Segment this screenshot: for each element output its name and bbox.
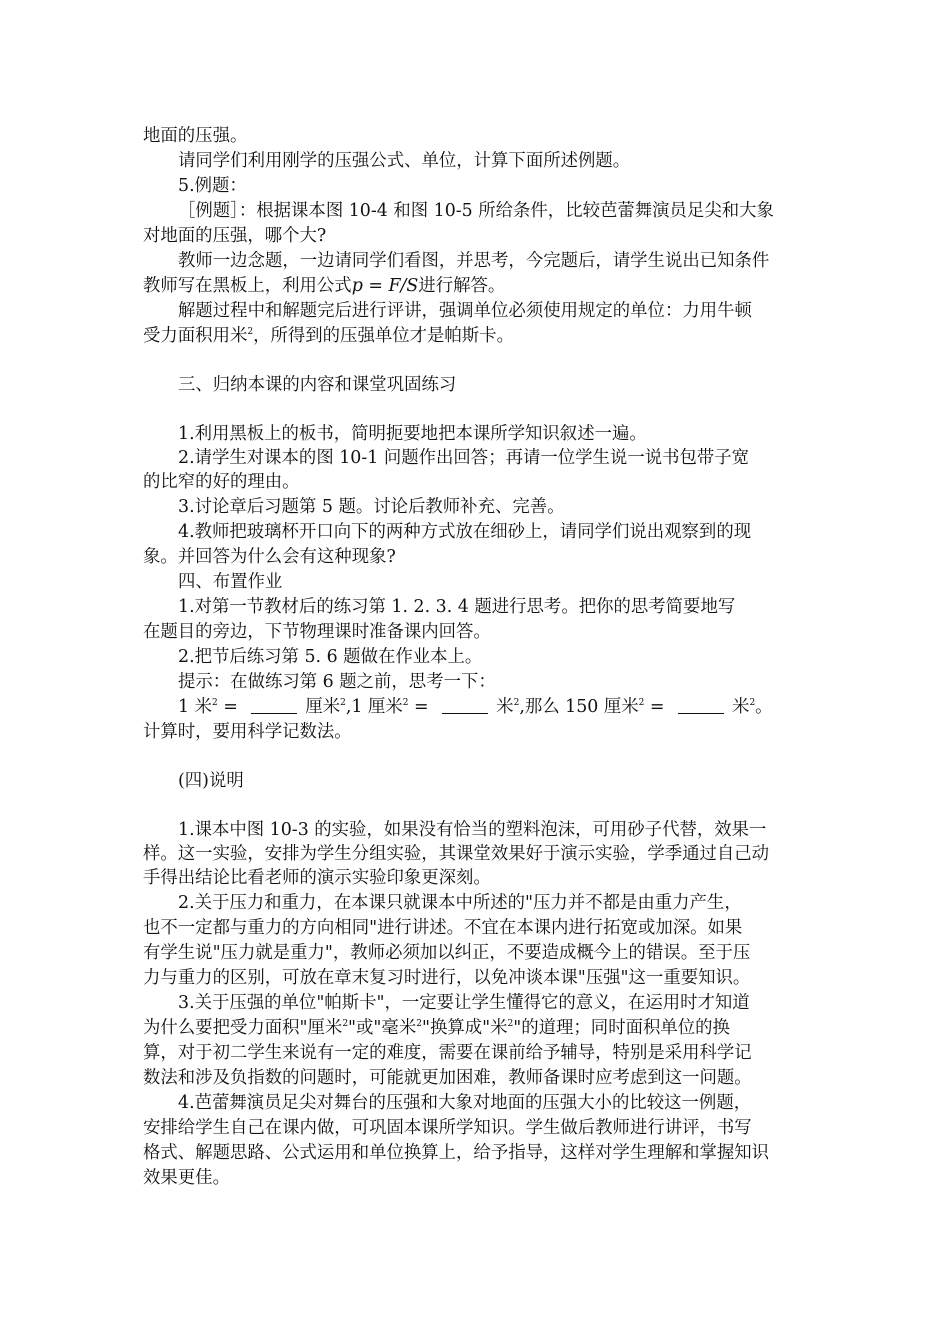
- text-line: 手得出结论比看老师的演示实验印象更深刻。: [143, 868, 491, 888]
- text-line: 也不一定都与重力的方向相同"进行讲述。不宜在本课内进行拓宽或加深。如果: [143, 918, 743, 938]
- section-heading: (四)说明: [178, 771, 244, 791]
- text-line: 解题过程中和解题完后进行评讲，强调单位必须使用规定的单位：力用牛顿: [178, 301, 752, 321]
- text-line: 提示：在做练习第 6 题之前，思考一下：: [178, 672, 496, 692]
- text-line: 样。这一实验，安排为学生分组实验，其课堂效果好于演示实验，学季通过自己动: [143, 844, 770, 864]
- answer-blank: [251, 699, 297, 714]
- text-line: 1.课本中图 10-3 的实验，如果没有恰当的塑料泡沫，可用砂子代替，效果一: [178, 820, 767, 840]
- text-line: 教师写在黑板上，利用公式p = F/S进行解答。: [143, 276, 506, 296]
- text-line: 2.把节后练习第 5. 6 题做在作业本上。: [178, 647, 483, 667]
- text-line: 力与重力的区别，可放在章末复习时进行，以免冲谈本课"压强"这一重要知识。: [143, 968, 751, 988]
- text-line: 受力面积用米$^2$，所得到的压强单位才是帕斯卡。: [143, 326, 514, 346]
- text-line: 安排给学生自己在课内做，可巩固本课所学知识。学生做后教师进行讲评，书写: [143, 1118, 752, 1138]
- text-line: 为什么要把受力面积"厘米$^2$"或"毫米$^2$"换算成"米$^2$"的道理；同时面积单位的换: [143, 1018, 730, 1038]
- text-line: 请同学们利用刚学的压强公式、单位，计算下面所述例题。: [178, 151, 631, 171]
- text-line: 在题目的旁边，下节物理课时准备课内回答。: [143, 622, 491, 642]
- text-line: 地面的压强。: [143, 126, 248, 146]
- text-line: 数法和涉及负指数的问题时，可能就更加困难，教师备课时应考虑到这一问题。: [143, 1068, 752, 1088]
- section-heading: 三、归纳本课的内容和课堂巩固练习: [178, 375, 457, 395]
- text-line: 4.教师把玻璃杯开口向下的两种方式放在细砂上，请同学们说出观察到的现: [178, 522, 752, 542]
- text-line: 1.利用黑板上的板书，简明扼要地把本课所学知识叙述一遍。: [178, 424, 647, 444]
- text-line: 象。并回答为什么会有这种现象?: [143, 547, 396, 567]
- section-heading: 四、布置作业: [178, 572, 283, 592]
- text-line: 教师一边念题，一边请同学们看图，并思考，今完题后，请学生说出已知条件: [178, 251, 770, 271]
- text-line: 效果更佳。: [143, 1168, 230, 1188]
- text-line: 4.芭蕾舞演员足尖对舞台的压强和大象对地面的压强大小的比较这一例题，: [178, 1093, 752, 1113]
- formula-fs: F/S: [388, 276, 419, 296]
- text-line: ［例题］：根据课本图 10-4 和图 10-5 所给条件，比较芭蕾舞演员足尖和大象: [178, 201, 774, 221]
- answer-blank: [678, 699, 724, 714]
- text-line: 算，对于初二学生来说有一定的难度，需要在课前给予辅导，特别是采用科学记: [143, 1043, 752, 1063]
- text-line: 格式、解题思路、公式运用和单位换算上，给予指导，这样对学生理解和掌握知识: [143, 1143, 770, 1163]
- text-line: 2.关于压力和重力，在本课只就课本中所述的"压力并不都是由重力产生，: [178, 893, 742, 913]
- text-line: 1 米$^2$ = 厘米$^2$,1 厘米$^2$ = 米$^2$,那么 150 厘米$^2$ = 米$^2$。: [178, 697, 773, 717]
- text-line: 对地面的压强，哪个大?: [143, 226, 327, 246]
- text-line: 有学生说"压力就是重力"，教师必须加以纠正，不要造成概今上的错误。至于压: [143, 943, 751, 963]
- text-line: 3.关于压强的单位"帕斯卡"，一定要让学生懂得它的意义，在运用时才知道: [178, 993, 750, 1013]
- formula-p: p: [351, 276, 363, 296]
- text-line: 的比窄的好的理由。: [143, 472, 300, 492]
- text-line: 5.例题：: [178, 176, 247, 196]
- answer-blank: [442, 699, 488, 714]
- text-line: 1.对第一节教材后的练习第 1. 2. 3. 4 题进行思考。把你的思考简要地写: [178, 597, 736, 617]
- text-line: 计算时，要用科学记数法。: [143, 722, 352, 742]
- text-line: 2.请学生对课本的图 10-1 问题作出回答；再请一位学生说一说书包带子宽: [178, 448, 750, 468]
- text-line: 3.讨论章后习题第 5 题。讨论后教师补充、完善。: [178, 497, 565, 517]
